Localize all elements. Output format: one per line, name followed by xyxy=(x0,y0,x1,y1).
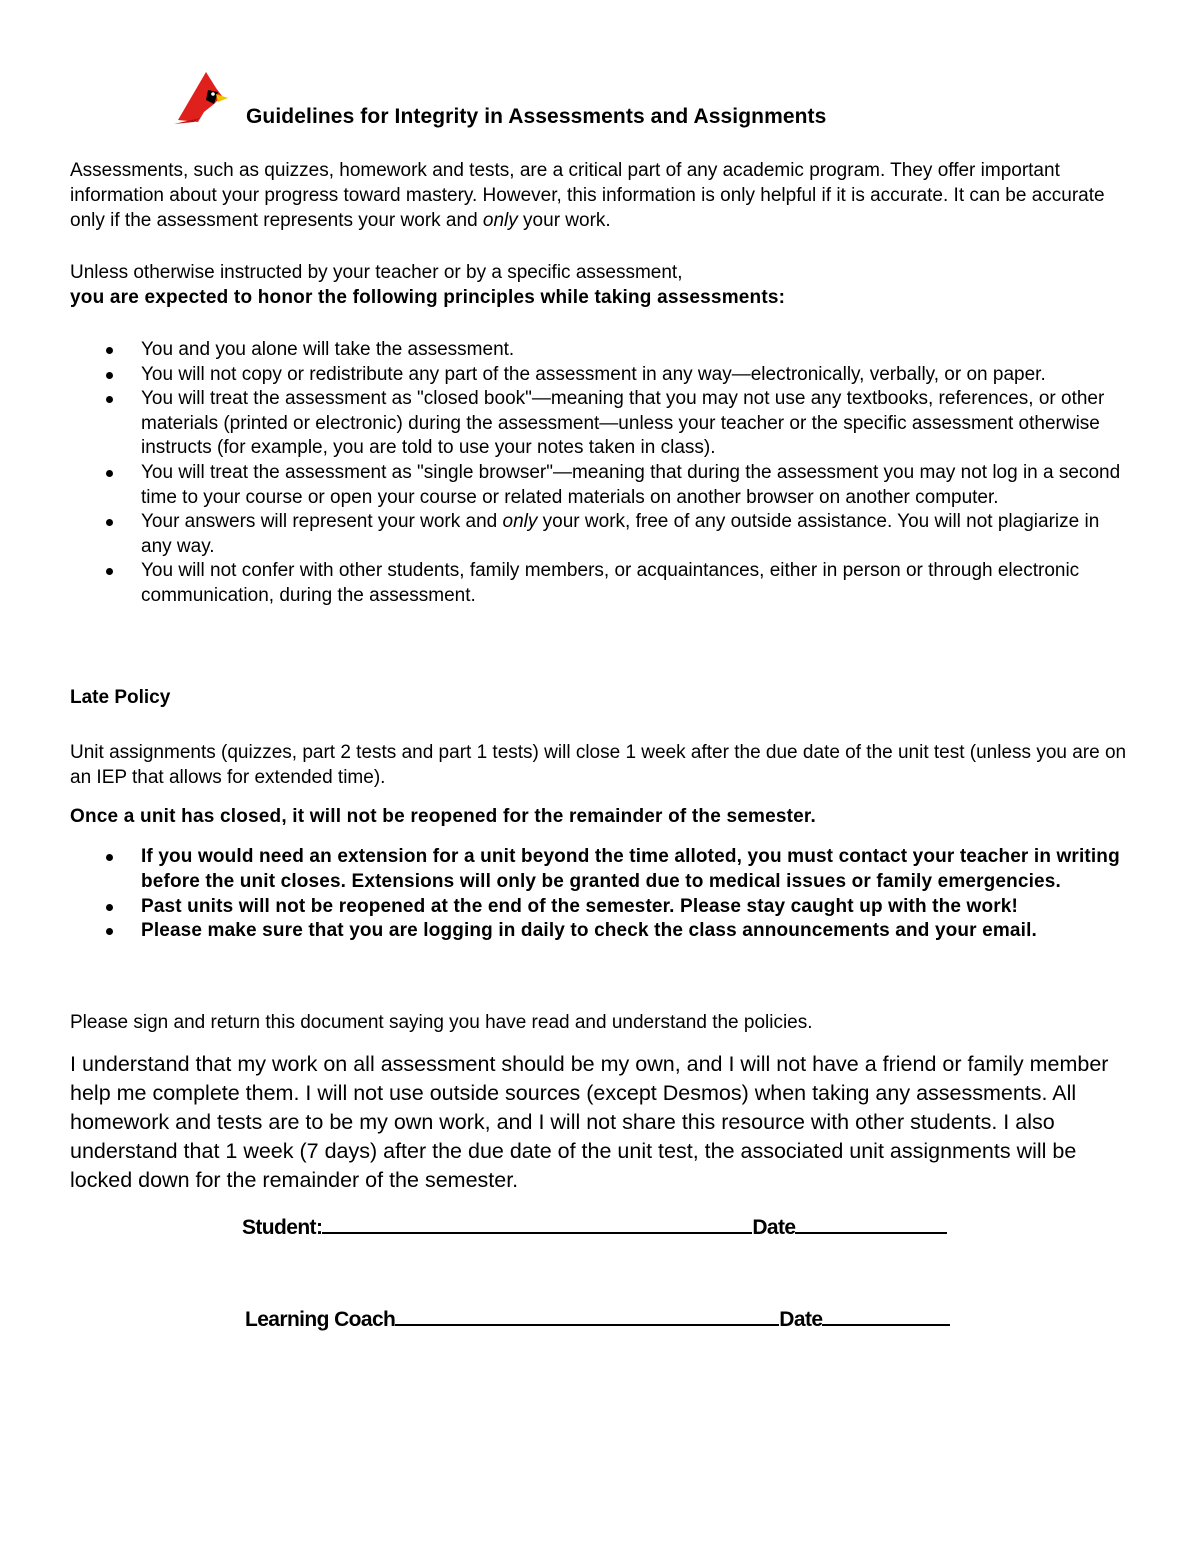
expectations-intro xyxy=(70,260,1132,310)
coach-label: Learning Coach xyxy=(245,1308,396,1331)
list-item: If you would need an extension for a unit beyond the time alloted, you must contact your teacher in writing before the unit closes. Extensions will only be granted due to medical issues or family emergencies. xyxy=(70,845,1140,895)
student-signature-row xyxy=(242,1214,947,1240)
late-policy-text: Unit assignments (quizzes, part 2 tests and part 1 tests) will close 1 week after the due date of the unit test (unless you are on an IEP that allows for extended time). xyxy=(70,742,1127,788)
coach-signature-line[interactable] xyxy=(395,1306,779,1326)
cardinal-logo-icon xyxy=(170,68,230,124)
list-item: Past units will not be reopened at the end of the semester. Please stay caught up with the work! xyxy=(70,895,1140,920)
document-header xyxy=(170,68,1070,132)
expected-line: you are expected to honor the following principles while taking assessments: xyxy=(70,287,786,308)
late-policy-heading: Late Policy xyxy=(70,687,171,708)
unit-closed-notice: Once a unit has closed, it will not be reopened for the remainder of the semester. xyxy=(70,806,816,827)
student-date-line[interactable] xyxy=(795,1214,947,1234)
list-item: You will treat the assessment as "closed book"—meaning that you may not use any textbooks, references, or other materials (printed or electronic) during the assessment—unless your teacher or the specific assessment otherwise instructs (for example, you are told to use your notes taken in class). xyxy=(70,387,1132,461)
list-item: You and you alone will take the assessment. xyxy=(70,338,1132,363)
coach-signature-row xyxy=(245,1306,950,1332)
list-item: You will not confer with other students, family members, or acquaintances, either in person or through electronic communication, during the assessment. xyxy=(70,559,1132,608)
sign-instruction: Please sign and return this document saying you have read and understand the policies. xyxy=(70,1012,813,1033)
principles-list xyxy=(70,338,1132,609)
list-item: Please make sure that you are logging in daily to check the class announcements and your email. xyxy=(70,919,1140,944)
student-signature-line[interactable] xyxy=(322,1214,752,1234)
intro-paragraph: Assessments, such as quizzes, homework and tests, are a critical part of any academic program. They offer important information about your progress toward mastery. However, this information is only helpful if it is accurate. It can be accurate only if the assessment represents your work and only your work. xyxy=(70,160,1105,231)
coach-date-line[interactable] xyxy=(822,1306,950,1326)
late-policy-list xyxy=(70,845,1140,944)
unless-line: Unless otherwise instructed by your teacher or by a specific assessment, xyxy=(70,262,683,283)
student-label: Student: xyxy=(242,1216,323,1239)
date-label: Date xyxy=(752,1216,796,1239)
list-item: You will not copy or redistribute any part of the assessment in any way—electronically, verbally, or on paper. xyxy=(70,363,1132,388)
date-label: Date xyxy=(779,1308,823,1331)
list-item: You will treat the assessment as "single browser"—meaning that during the assessment you may not log in a second time to your course or open your course or related materials on another browser on another computer. xyxy=(70,461,1132,510)
understanding-statement: I understand that my work on all assessment should be my own, and I will not have a friend or family member help me complete them. I will not use outside sources (except Desmos) when taking any assessments. All homework and tests are to be my own work, and I will not share this resource with other students. I also understand that 1 week (7 days) after the due date of the unit test, the associated unit assignments will be locked down for the remainder of the semester. xyxy=(70,1052,1109,1192)
list-item: Your answers will represent your work and only your work, free of any outside assistance. You will not plagiarize in any way. xyxy=(70,510,1132,559)
page-title: Guidelines for Integrity in Assessments and Assignments xyxy=(246,105,827,128)
